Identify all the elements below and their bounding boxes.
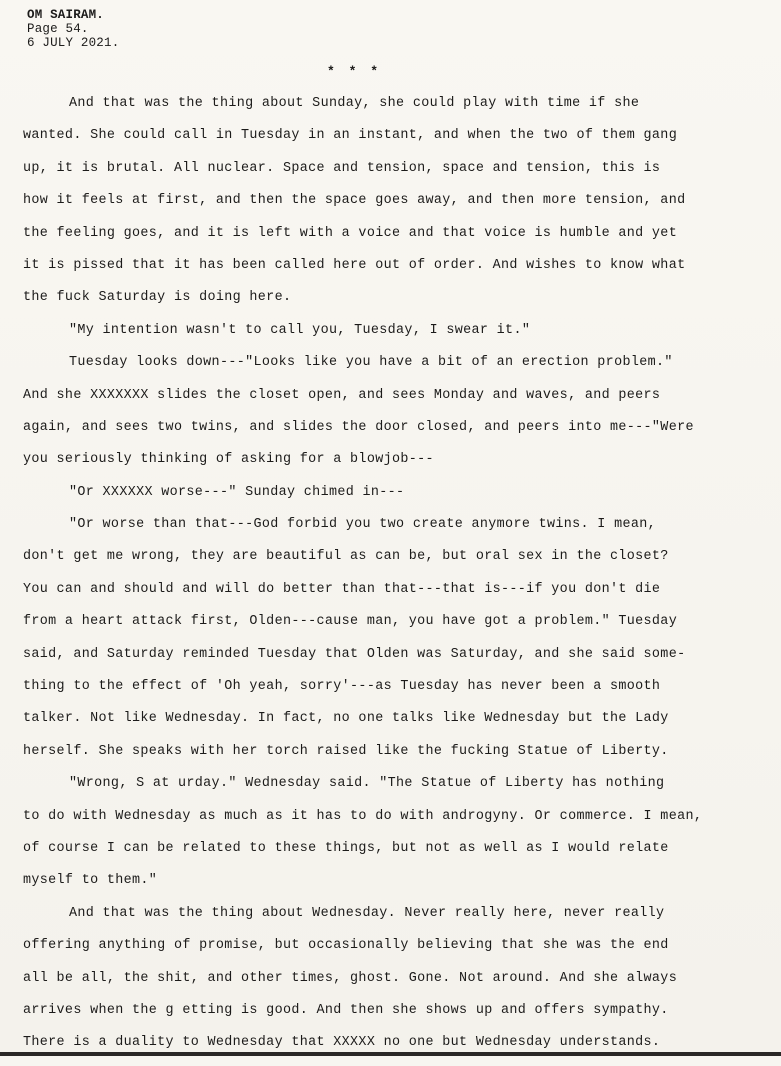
text-line: it is pissed that it has been called here out of order. And wishes to know what <box>23 257 686 273</box>
text-line: arrives when the g etting is good. And then she shows up and offers sympathy. <box>23 1002 669 1018</box>
text-line: thing to the effect of 'Oh yeah, sorry'---as Tuesday has never been a smooth <box>23 679 661 695</box>
section-divider: * * * <box>327 64 382 79</box>
text-line: There is a duality to Wednesday that XXXXX no one but Wednesday understands. <box>23 1035 661 1051</box>
text-line: you seriously thinking of asking for a blowjob--- <box>23 452 434 468</box>
body-text <box>23 94 763 1066</box>
text-line: up, it is brutal. All nuclear. Space and tension, space and tension, this is <box>23 160 661 176</box>
text-line: said, and Saturday reminded Tuesday that Olden was Saturday, and she said some- <box>23 646 686 662</box>
text-line: "Wrong, S at urday." Wednesday said. "The Statue of Liberty has nothing <box>69 776 665 792</box>
text-line: talker. Not like Wednesday. In fact, no one talks like Wednesday but the Lady <box>23 711 669 727</box>
text-line: the fuck Saturday is doing here. <box>23 290 292 306</box>
text-line: "My intention wasn't to call you, Tuesday, I swear it." <box>69 322 531 338</box>
text-line: all be all, the shit, and other times, ghost. Gone. Not around. And she always <box>23 970 678 986</box>
text-line: the feeling goes, and it is left with a voice and that voice is humble and yet <box>23 225 678 241</box>
text-line: Tuesday looks down---"Looks like you have a bit of an erection problem." <box>69 355 673 371</box>
text-line: "Or worse than that---God forbid you two create anymore twins. I mean, <box>69 517 656 533</box>
page-bottom-edge <box>0 1052 781 1056</box>
text-line: wanted. She could call in Tuesday in an instant, and when the two of them gang <box>23 128 678 144</box>
page-header <box>27 8 119 50</box>
header-date: 6 JULY 2021. <box>27 36 120 50</box>
text-line: offering anything of promise, but occasionally believing that she was the end <box>23 938 669 954</box>
text-line: And she XXXXXXX slides the closet open, and sees Monday and waves, and peers <box>23 387 661 403</box>
text-line: You can and should and will do better than that---that is---if you don't die <box>23 581 661 597</box>
text-line: And that was the thing about Wednesday. Never really here, never really <box>69 905 665 921</box>
text-line: to do with Wednesday as much as it has to do with androgyny. Or commerce. I mean, <box>23 808 703 824</box>
text-line: herself. She speaks with her torch raised like the fucking Statue of Liberty. <box>23 743 669 759</box>
text-line: how it feels at first, and then the space goes away, and then more tension, and <box>23 193 686 209</box>
header-page-number: Page 54. <box>27 22 89 36</box>
text-line: again, and sees two twins, and slides the door closed, and peers into me---"Were <box>23 419 694 435</box>
text-line: from a heart attack first, Olden---cause man, you have got a problem." Tuesday <box>23 614 678 630</box>
text-line: And that was the thing about Sunday, she could play with time if she <box>69 96 640 111</box>
text-line: of course I can be related to these things, but not as well as I would relate <box>23 840 669 856</box>
text-line: "Or XXXXXX worse---" Sunday chimed in--- <box>69 484 405 500</box>
text-line: don't get me wrong, they are beautiful as can be, but oral sex in the closet? <box>23 549 669 565</box>
header-title: OM SAIRAM. <box>27 8 105 22</box>
text-line: myself to them." <box>23 873 158 889</box>
